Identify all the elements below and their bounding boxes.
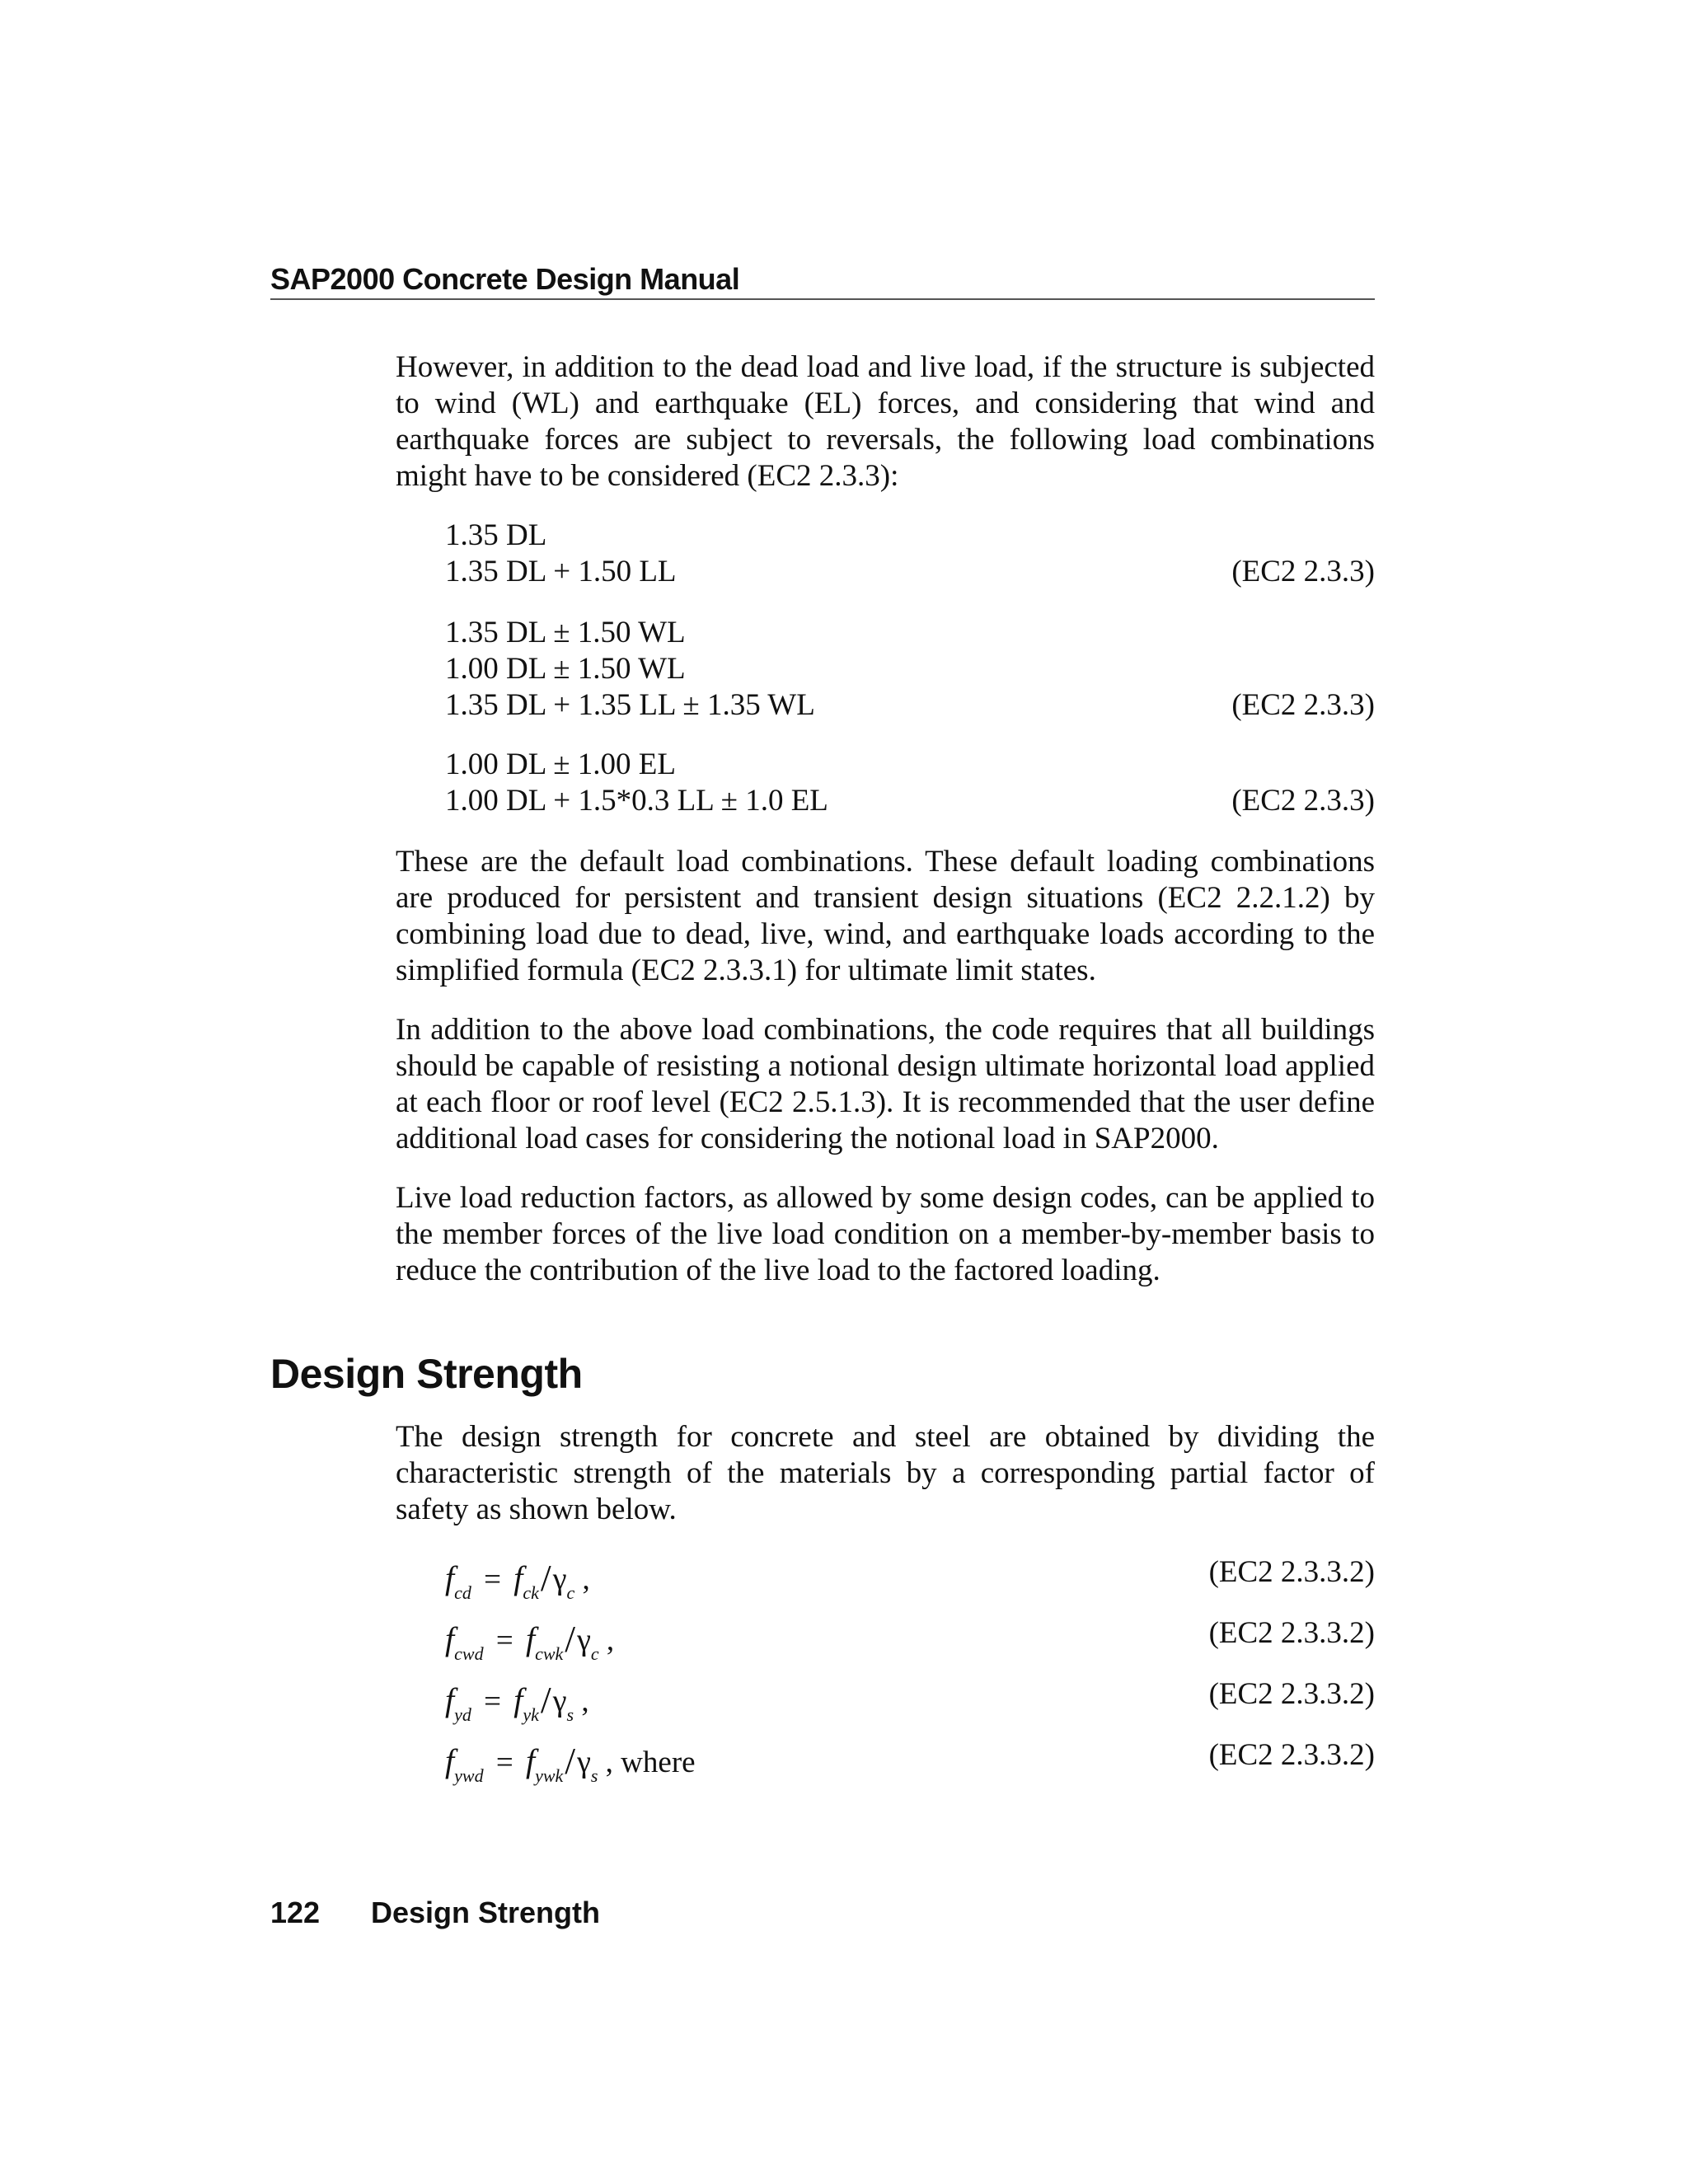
intro-block	[396, 349, 1375, 518]
combo-line: 1.35 DL	[445, 518, 547, 552]
section-heading: Design Strength	[270, 1351, 583, 1397]
paragraph-default-combos: These are the default load combinations. These default loading combinations are produced for persistent and transient design situations (EC2 2.2.1.2) by combining load due to dead, live, wind, and earthquake loads according to the simplified formula (EC2 2.3.3.1) for ultimate limit states.	[396, 845, 1375, 987]
combo-reference: (EC2 2.3.3)	[1231, 784, 1375, 818]
equation-fyd: $f_{yd} = f_{yk}/\gamma_s$ , (EC2 2.3.3.2)	[445, 1677, 1375, 1725]
equation-reference: (EC2 2.3.3.2)	[1208, 1677, 1375, 1711]
body-paragraphs	[396, 844, 1375, 1312]
combo-reference: (EC2 2.3.3)	[1231, 555, 1375, 588]
combo-line: 1.35 DL + 1.50 LL (EC2 2.3.3)	[445, 555, 1375, 588]
combo-line: 1.00 DL ± 1.00 EL	[445, 748, 676, 781]
combo-line: 1.00 DL ± 1.50 WL	[445, 652, 686, 686]
equation-fywd: $f_{ywd} = f_{ywk}/\gamma_s$ , where (EC2 2.3.3.2)	[445, 1738, 1375, 1786]
combo-group-1	[445, 518, 1375, 590]
combo-line: 1.35 DL + 1.35 LL ± 1.35 WL (EC2 2.3.3)	[445, 688, 1375, 722]
combo-group-2	[445, 615, 1375, 724]
section-text-block	[396, 1419, 1375, 1551]
section-paragraph: The design strength for concrete and steel are obtained by dividing the characteristic strength of the materials by a corresponding partial factor of safety as shown below.	[396, 1420, 1375, 1526]
combo-reference: (EC2 2.3.3)	[1231, 688, 1375, 722]
combo-line: 1.00 DL + 1.5*0.3 LL ± 1.0 EL (EC2 2.3.3)	[445, 784, 1375, 818]
running-footer-title: Design Strength	[371, 1896, 601, 1929]
running-header-title: SAP2000 Concrete Design Manual	[270, 262, 740, 296]
equation-reference: (EC2 2.3.3.2)	[1208, 1738, 1375, 1772]
equation-fcwd: $f_{cwd} = f_{cwk}/\gamma_c$ , (EC2 2.3.3.2)	[445, 1616, 1375, 1664]
equation-reference: (EC2 2.3.3.2)	[1208, 1555, 1375, 1589]
paragraph-live-load-reduction: Live load reduction factors, as allowed by some design codes, can be applied to the member forces of the live load condition on a member-by-member basis to reduce the contribution of the live load to the factored loading.	[396, 1181, 1375, 1287]
combo-group-3	[445, 747, 1375, 819]
intro-paragraph: However, in addition to the dead load and live load, if the structure is subjected to wind (WL) and earthquake (EL) forces, and considering that wind and earthquake forces are subject to reversals, the following load combinations might have to be considered (EC2 2.3.3):	[396, 350, 1375, 493]
equation-reference: (EC2 2.3.3.2)	[1208, 1616, 1375, 1650]
header-rule	[270, 298, 1375, 300]
page-number: 122	[270, 1896, 321, 1929]
equation-fcd: $f_{cd} = f_{ck}/\gamma_c$ , (EC2 2.3.3.2)	[445, 1555, 1375, 1603]
design-strength-equations	[445, 1554, 1375, 1798]
paragraph-notional-load: In addition to the above load combinations, the code requires that all buildings should be capable of resisting a notional design ultimate horizontal load applied at each floor or roof level (EC2 2.5.1.3). It is recommended that the user define additional load cases for considering the notional load in SAP2000.	[396, 1013, 1375, 1155]
combo-line: 1.35 DL ± 1.50 WL	[445, 616, 686, 649]
